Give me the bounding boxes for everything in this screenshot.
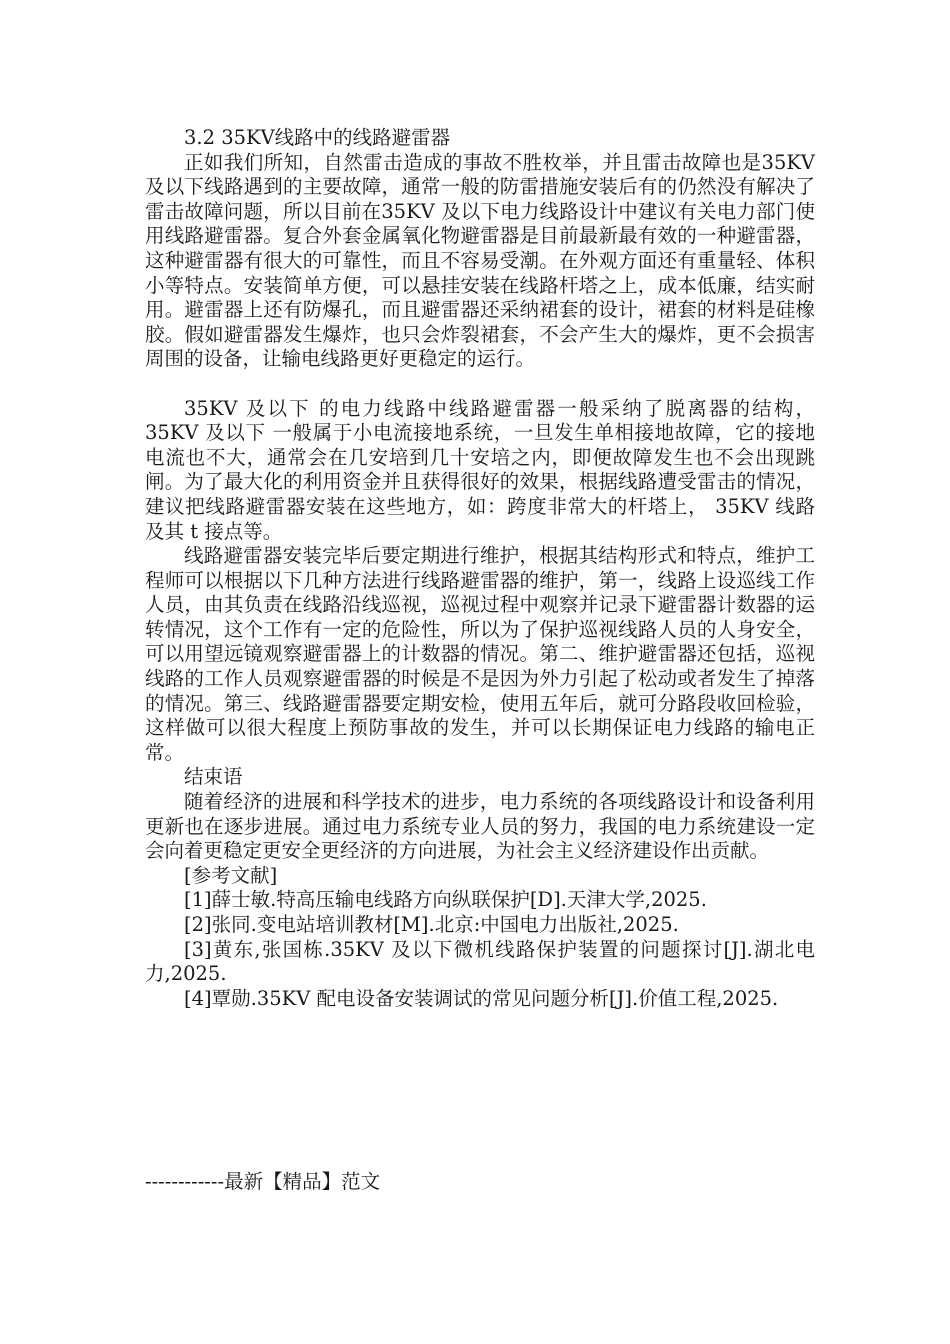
- paragraph-2: 35KV 及以下 的电力线路中线路避雷器一般采纳了脱离器的结构， 35KV 及以下 一般属于小电流接地系统，一旦发生单相接地故障，它的接地电流也不大，通常会在几安培到几十安培之内，即便故障发生也不会出现跳闸。为了最大化的利用资金并且获得很好的效果，根据线路遭受雷击的情况，建议把线路避雷器安装在这些地方，如：跨度非常大的杆塔上， 35KV 线路及其 t 接点等。: [145, 396, 815, 543]
- paragraph-1: 正如我们所知，自然雷击造成的事故不胜枚举，并且雷击故障也是35KV 及以下线路遇到的主要故障，通常一般的防雷措施安装后有的仍然没有解决了雷击故障问题，所以目前在35KV 及以下电力线路设计中建议有关电力部门使用线路避雷器。复合外套金属氧化物避雷器是目前最新最有效的一种避雷器，这种避雷器有很大的可靠性，而且不容易受潮。在外观方面还有重量轻、体积小等特点。安装简单方便，可以悬挂安装在线路杆塔之上，成本低廉，结实耐用。避雷器上还有防爆孔，而且避雷器还采纳裙套的设计，裙套的材料是硅橡胶。假如避雷器发生爆炸，也只会炸裂裙套，不会产生大的爆炸，更不会损害周围的设备，让输电线路更好更稳定的运行。: [145, 150, 815, 371]
- reference-item-2: [2]张同.变电站培训教材[M].北京:中国电力出版社,2025.: [184, 913, 679, 936]
- section-heading: 3.2 35KV线路中的线路避雷器: [184, 126, 451, 149]
- conclusion-heading: 结束语: [184, 765, 243, 789]
- references-heading: [参考文献]: [184, 863, 278, 887]
- page-footer: ------------最新【精品】范文: [145, 1170, 381, 1193]
- document-body: [145, 126, 815, 1011]
- paragraph-gap: [145, 372, 815, 397]
- reference-item-1: [1]薛士敏.特高压输电线路方向纵联保护[D].天津大学,2025.: [184, 888, 707, 912]
- paragraph-3: 线路避雷器安装完毕后要定期进行维护，根据其结构形式和特点，维护工程师可以根据以下几种方法进行线路避雷器的维护，第一，线路上设巡线工作人员，由其负责在线路沿线巡视，巡视过程中观察并记录下避雷器计数器的运转情况，这个工作有一定的危险性，所以为了保护巡视线路人员的人身安全，可以用望远镜观察避雷器上的计数器的情况。第二、维护避雷器还包括，巡视线路的工作人员观察避雷器的时候是不是因为外力引起了松动或者发生了掉落的情况。第三、线路避雷器要定期安检，使用五年后，就可分路段收回检验，这样做可以很大程度上预防事故的发生，并可以长期保证电力线路的输电正常。: [145, 544, 815, 764]
- conclusion-text: 随着经济的进展和科学技术的进步，电力系统的各项线路设计和设备利用更新也在逐步进展。通过电力系统专业人员的努力，我国的电力系统建设一定会向着更稳定更安全更经济的方向进展，为社会主义经济建设作出贡献。: [145, 790, 815, 863]
- reference-item-3: [3]黄东,张国栋.35KV 及以下微机线路保护装置的问题探讨[J].湖北电力,2025.: [145, 937, 815, 986]
- reference-item-4: [4]覃勋.35KV 配电设备安装调试的常见问题分析[J].价值工程,2025.: [184, 986, 779, 1010]
